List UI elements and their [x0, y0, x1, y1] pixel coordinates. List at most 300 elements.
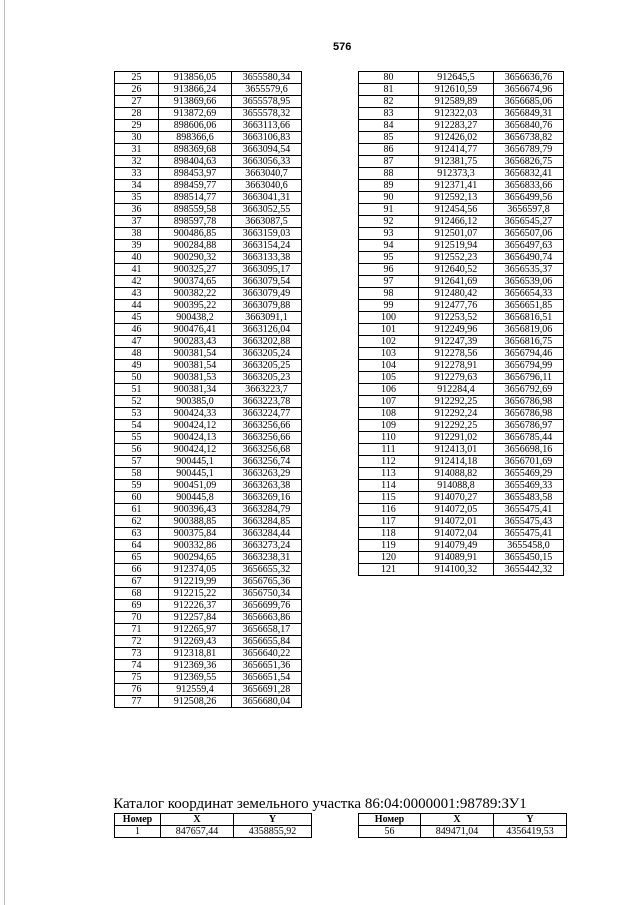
cell-y: 3663256,74: [232, 456, 302, 468]
cell-x: 912480,42: [419, 288, 494, 300]
header-y: Y: [234, 814, 312, 826]
cell-number: 81: [359, 84, 419, 96]
cell-number: 58: [115, 468, 159, 480]
cell-x: 912253,52: [419, 312, 494, 324]
table-row: [115, 826, 312, 838]
table-row: [359, 396, 564, 408]
cell-number: 76: [115, 684, 159, 696]
table-row: [115, 480, 302, 492]
cell-x: 912318,81: [159, 648, 232, 660]
cell-y: 3656750,34: [232, 588, 302, 600]
cell-number: 121: [359, 564, 419, 576]
cell-x: 900283,43: [159, 336, 232, 348]
table-row: [115, 540, 302, 552]
table-header-row: [359, 814, 567, 826]
cell-number: 75: [115, 672, 159, 684]
table-row: [359, 456, 564, 468]
cell-number: 77: [115, 696, 159, 708]
table-row: [115, 696, 302, 708]
cell-number: 64: [115, 540, 159, 552]
cell-x: 912414,18: [419, 456, 494, 468]
cell-y: 3656651,36: [232, 660, 302, 672]
table-row: [115, 132, 302, 144]
table-row: [115, 672, 302, 684]
table-row: [115, 552, 302, 564]
cell-y: 3655475,41: [494, 528, 564, 540]
cell-number: 80: [359, 72, 419, 84]
table-row: [359, 72, 564, 84]
cell-y: 3655469,33: [494, 480, 564, 492]
cell-number: 65: [115, 552, 159, 564]
cell-y: 3656658,17: [232, 624, 302, 636]
cell-y: 3663126,04: [232, 324, 302, 336]
table-row: [115, 96, 302, 108]
cell-y: 3656786,97: [494, 420, 564, 432]
cell-y: 3663056,33: [232, 156, 302, 168]
cell-y: 3655469,29: [494, 468, 564, 480]
cell-y: 3656699,76: [232, 600, 302, 612]
cell-y: 3663223,7: [232, 384, 302, 396]
cell-number: 91: [359, 204, 419, 216]
cell-number: 101: [359, 324, 419, 336]
table-row: [359, 372, 564, 384]
cell-y: 3656796,11: [494, 372, 564, 384]
cell-x: 912508,26: [159, 696, 232, 708]
cell-number: 25: [115, 72, 159, 84]
table-row: [359, 336, 564, 348]
cell-number: 114: [359, 480, 419, 492]
table-row: [359, 300, 564, 312]
cell-x: 912369,36: [159, 660, 232, 672]
table-row: [115, 648, 302, 660]
table-row: [359, 492, 564, 504]
cell-x: 900382,22: [159, 288, 232, 300]
table-row: [359, 168, 564, 180]
cell-number: 67: [115, 576, 159, 588]
cell-x: 912373,3: [419, 168, 494, 180]
table-row: [115, 300, 302, 312]
table-row: [359, 504, 564, 516]
cell-x: 912640,52: [419, 264, 494, 276]
cell-number: 59: [115, 480, 159, 492]
cell-y: 3656674,96: [494, 84, 564, 96]
cell-number: 99: [359, 300, 419, 312]
table-row: [115, 432, 302, 444]
cell-x: 912247,39: [419, 336, 494, 348]
cell-number: 37: [115, 216, 159, 228]
cell-y: 3655442,32: [494, 564, 564, 576]
cell-x: 912519,94: [419, 240, 494, 252]
cell-y: 3656597,8: [494, 204, 564, 216]
cell-y: 3656698,16: [494, 444, 564, 456]
cell-number: 60: [115, 492, 159, 504]
table-row: [359, 144, 564, 156]
cell-number: 102: [359, 336, 419, 348]
cell-x: 900325,27: [159, 264, 232, 276]
table-row: [115, 372, 302, 384]
cell-number: 93: [359, 228, 419, 240]
cell-number: 36: [115, 204, 159, 216]
table-row: [115, 192, 302, 204]
table-row: [115, 492, 302, 504]
cell-y: 3663202,88: [232, 336, 302, 348]
cell-x: 912501,07: [419, 228, 494, 240]
cell-y: 3663040,6: [232, 180, 302, 192]
table-row: [359, 540, 564, 552]
cell-x: 900486,85: [159, 228, 232, 240]
cell-y: 3656786,98: [494, 408, 564, 420]
table-row: [115, 312, 302, 324]
cell-y: 3663224,77: [232, 408, 302, 420]
cell-number: 54: [115, 420, 159, 432]
cell-x: 900424,13: [159, 432, 232, 444]
cell-x: 914088,82: [419, 468, 494, 480]
cell-x: 912269,43: [159, 636, 232, 648]
cell-number: 82: [359, 96, 419, 108]
cell-number: 26: [115, 84, 159, 96]
cell-number: 116: [359, 504, 419, 516]
cell-y: 3656819,06: [494, 324, 564, 336]
table-row: [115, 564, 302, 576]
table-row: [359, 180, 564, 192]
table-row: [359, 120, 564, 132]
cell-y: 3656816,75: [494, 336, 564, 348]
cell-y: 3663223,78: [232, 396, 302, 408]
table-row: [115, 264, 302, 276]
cell-y: 3656497,63: [494, 240, 564, 252]
cell-x: 900395,22: [159, 300, 232, 312]
table-row: [359, 312, 564, 324]
cell-number: 49: [115, 360, 159, 372]
cell-number: 41: [115, 264, 159, 276]
table-row: [359, 516, 564, 528]
cell-number: 27: [115, 96, 159, 108]
cell-number: 115: [359, 492, 419, 504]
cell-y: 3663095,17: [232, 264, 302, 276]
cell-number: 120: [359, 552, 419, 564]
cell-x: 912589,89: [419, 96, 494, 108]
cell-y: 3663079,49: [232, 288, 302, 300]
table-row: [359, 348, 564, 360]
table-row: [359, 468, 564, 480]
cell-number: 68: [115, 588, 159, 600]
cell-x: 912279,63: [419, 372, 494, 384]
cell-y: 3656738,82: [494, 132, 564, 144]
cell-number: 55: [115, 432, 159, 444]
cell-number: 66: [115, 564, 159, 576]
table-row: [115, 612, 302, 624]
table-row: [359, 564, 564, 576]
cell-y: 3655475,43: [494, 516, 564, 528]
header-number: Номер: [115, 814, 161, 826]
cell-x: 912291,02: [419, 432, 494, 444]
table-row: [359, 324, 564, 336]
cell-number: 90: [359, 192, 419, 204]
cell-number: 89: [359, 180, 419, 192]
header-x: X: [161, 814, 234, 826]
cell-x: 913866,24: [159, 84, 232, 96]
cell-number: 34: [115, 180, 159, 192]
cell-number: 106: [359, 384, 419, 396]
table-row: [359, 384, 564, 396]
cell-number: 53: [115, 408, 159, 420]
cell-x: 914089,91: [419, 552, 494, 564]
cell-x: 912215,22: [159, 588, 232, 600]
cell-x: 914079,49: [419, 540, 494, 552]
cell-number: 56: [359, 826, 421, 838]
cell-y: 3655450,15: [494, 552, 564, 564]
table-row: [115, 504, 302, 516]
cell-x: 900396,43: [159, 504, 232, 516]
scan-edge-line: [4, 0, 5, 905]
cell-y: 3655579,6: [232, 84, 302, 96]
cell-x: 900388,85: [159, 516, 232, 528]
cell-y: 3663040,7: [232, 168, 302, 180]
cell-x: 900381,54: [159, 348, 232, 360]
table-row: [359, 276, 564, 288]
cell-y: 3663133,38: [232, 252, 302, 264]
cell-y: 3663091,1: [232, 312, 302, 324]
coordinates-table-right: [358, 71, 564, 576]
cell-x: 900445,8: [159, 492, 232, 504]
cell-x: 898369,68: [159, 144, 232, 156]
cell-x: 914100,32: [419, 564, 494, 576]
cell-x: 912292,24: [419, 408, 494, 420]
cell-x: 900451,09: [159, 480, 232, 492]
cell-y: 3663205,25: [232, 360, 302, 372]
cell-y: 3656816,51: [494, 312, 564, 324]
table-row: [359, 252, 564, 264]
cell-number: 32: [115, 156, 159, 168]
catalog-title: Каталог координат земельного участка 86:04:0000001:98789:ЗУ1: [113, 796, 527, 812]
cell-y: 3656655,32: [232, 564, 302, 576]
cell-x: 898514,77: [159, 192, 232, 204]
cell-y: 3663079,88: [232, 300, 302, 312]
cell-x: 898559,58: [159, 204, 232, 216]
cell-number: 31: [115, 144, 159, 156]
cell-y: 3663284,85: [232, 516, 302, 528]
cell-number: 1: [115, 826, 161, 838]
cell-y: 3656765,36: [232, 576, 302, 588]
table-row: [359, 96, 564, 108]
cell-y: 3663159,03: [232, 228, 302, 240]
cell-x: 912322,03: [419, 108, 494, 120]
table-row: [359, 108, 564, 120]
table-row: [115, 396, 302, 408]
cell-x: 912645,5: [419, 72, 494, 84]
table-header-row: [115, 814, 312, 826]
table-row: [115, 360, 302, 372]
cell-x: 912641,69: [419, 276, 494, 288]
cell-x: 912283,27: [419, 120, 494, 132]
table-row: [359, 420, 564, 432]
cell-y: 3656654,33: [494, 288, 564, 300]
table-row: [115, 336, 302, 348]
table-row: [115, 420, 302, 432]
table-row: [115, 108, 302, 120]
cell-number: 103: [359, 348, 419, 360]
cell-x: 912219,99: [159, 576, 232, 588]
table-row: [115, 120, 302, 132]
cell-y: 3656832,41: [494, 168, 564, 180]
cell-x: 900381,54: [159, 360, 232, 372]
cell-x: 912278,91: [419, 360, 494, 372]
cell-x: 912292,25: [419, 420, 494, 432]
cell-number: 30: [115, 132, 159, 144]
cell-y: 3656651,54: [232, 672, 302, 684]
cell-number: 86: [359, 144, 419, 156]
table-row: [359, 528, 564, 540]
cell-y: 3663263,38: [232, 480, 302, 492]
cell-y: 3655578,95: [232, 96, 302, 108]
cell-number: 62: [115, 516, 159, 528]
cell-x: 898597,78: [159, 216, 232, 228]
cell-y: 3656849,31: [494, 108, 564, 120]
cell-y: 3663238,31: [232, 552, 302, 564]
table-row: [115, 576, 302, 588]
table-row: [115, 72, 302, 84]
cell-number: 107: [359, 396, 419, 408]
cell-x: 898606,06: [159, 120, 232, 132]
cell-x: 912369,55: [159, 672, 232, 684]
cell-y: 3656545,27: [494, 216, 564, 228]
cell-x: 912226,37: [159, 600, 232, 612]
cell-y: 3663256,68: [232, 444, 302, 456]
cell-number: 57: [115, 456, 159, 468]
table-row: [359, 552, 564, 564]
cell-x: 900424,33: [159, 408, 232, 420]
cell-number: 94: [359, 240, 419, 252]
cell-number: 40: [115, 252, 159, 264]
cell-x: 900385,0: [159, 396, 232, 408]
cell-x: 914072,04: [419, 528, 494, 540]
table-row: [115, 84, 302, 96]
cell-y: 3656499,56: [494, 192, 564, 204]
table-row: [115, 444, 302, 456]
cell-number: 56: [115, 444, 159, 456]
cell-number: 105: [359, 372, 419, 384]
cell-x: 900374,65: [159, 276, 232, 288]
cell-y: 4356419,53: [494, 826, 567, 838]
cell-x: 900476,41: [159, 324, 232, 336]
cell-number: 33: [115, 168, 159, 180]
cell-number: 35: [115, 192, 159, 204]
cell-y: 3656789,79: [494, 144, 564, 156]
table-row: [359, 264, 564, 276]
cell-number: 92: [359, 216, 419, 228]
cell-x: 912284,4: [419, 384, 494, 396]
cell-number: 69: [115, 600, 159, 612]
cell-x: 912292,25: [419, 396, 494, 408]
cell-number: 28: [115, 108, 159, 120]
cell-x: 900332,86: [159, 540, 232, 552]
cell-number: 85: [359, 132, 419, 144]
table-row: [115, 348, 302, 360]
cell-x: 900424,12: [159, 444, 232, 456]
table-row: [359, 204, 564, 216]
cell-y: 3663094,54: [232, 144, 302, 156]
cell-y: 3656663,86: [232, 612, 302, 624]
table-row: [115, 516, 302, 528]
table-row: [359, 132, 564, 144]
cell-number: 39: [115, 240, 159, 252]
table-row: [115, 324, 302, 336]
cell-x: 912426,02: [419, 132, 494, 144]
table-row: [359, 228, 564, 240]
table-row: [359, 156, 564, 168]
table-row: [115, 204, 302, 216]
cell-x: 914072,05: [419, 504, 494, 516]
cell-x: 912374,05: [159, 564, 232, 576]
cell-y: 3656539,06: [494, 276, 564, 288]
cell-number: 47: [115, 336, 159, 348]
cell-y: 3656833,66: [494, 180, 564, 192]
cell-x: 900424,12: [159, 420, 232, 432]
table-row: [115, 684, 302, 696]
table-row: [115, 156, 302, 168]
table-row: [359, 84, 564, 96]
table-row: [359, 360, 564, 372]
cell-number: 112: [359, 456, 419, 468]
cell-y: 3656636,76: [494, 72, 564, 84]
cell-x: 900381,53: [159, 372, 232, 384]
cell-y: 3656785,44: [494, 432, 564, 444]
cell-y: 3663205,24: [232, 348, 302, 360]
header-y: Y: [494, 814, 567, 826]
cell-x: 913856,05: [159, 72, 232, 84]
table-row: [115, 144, 302, 156]
cell-x: 900294,65: [159, 552, 232, 564]
cell-x: 912559,4: [159, 684, 232, 696]
table-row: [115, 600, 302, 612]
cell-y: 3663284,79: [232, 504, 302, 516]
cell-x: 898404,63: [159, 156, 232, 168]
cell-x: 912371,41: [419, 180, 494, 192]
cell-x: 913869,66: [159, 96, 232, 108]
table-row: [115, 168, 302, 180]
cell-x: 913872,69: [159, 108, 232, 120]
cell-y: 3656794,99: [494, 360, 564, 372]
cell-x: 900290,32: [159, 252, 232, 264]
cell-y: 3656651,85: [494, 300, 564, 312]
table-row: [359, 216, 564, 228]
cell-number: 46: [115, 324, 159, 336]
cell-number: 84: [359, 120, 419, 132]
cell-number: 118: [359, 528, 419, 540]
cell-y: 3663273,24: [232, 540, 302, 552]
table-row: [115, 216, 302, 228]
cell-y: 3656640,22: [232, 648, 302, 660]
cell-number: 113: [359, 468, 419, 480]
catalog-table-right: [358, 813, 567, 838]
cell-number: 43: [115, 288, 159, 300]
cell-number: 119: [359, 540, 419, 552]
cell-y: 3655580,34: [232, 72, 302, 84]
cell-number: 29: [115, 120, 159, 132]
coordinates-table-right-body: [359, 72, 564, 576]
cell-y: 3656701,69: [494, 456, 564, 468]
cell-number: 50: [115, 372, 159, 384]
cell-number: 63: [115, 528, 159, 540]
cell-y: 3656792,69: [494, 384, 564, 396]
table-row: [115, 252, 302, 264]
table-row: [115, 408, 302, 420]
cell-x: 912592,13: [419, 192, 494, 204]
cell-y: 3656840,76: [494, 120, 564, 132]
coordinates-table-left: [114, 71, 302, 708]
cell-number: 51: [115, 384, 159, 396]
cell-number: 95: [359, 252, 419, 264]
